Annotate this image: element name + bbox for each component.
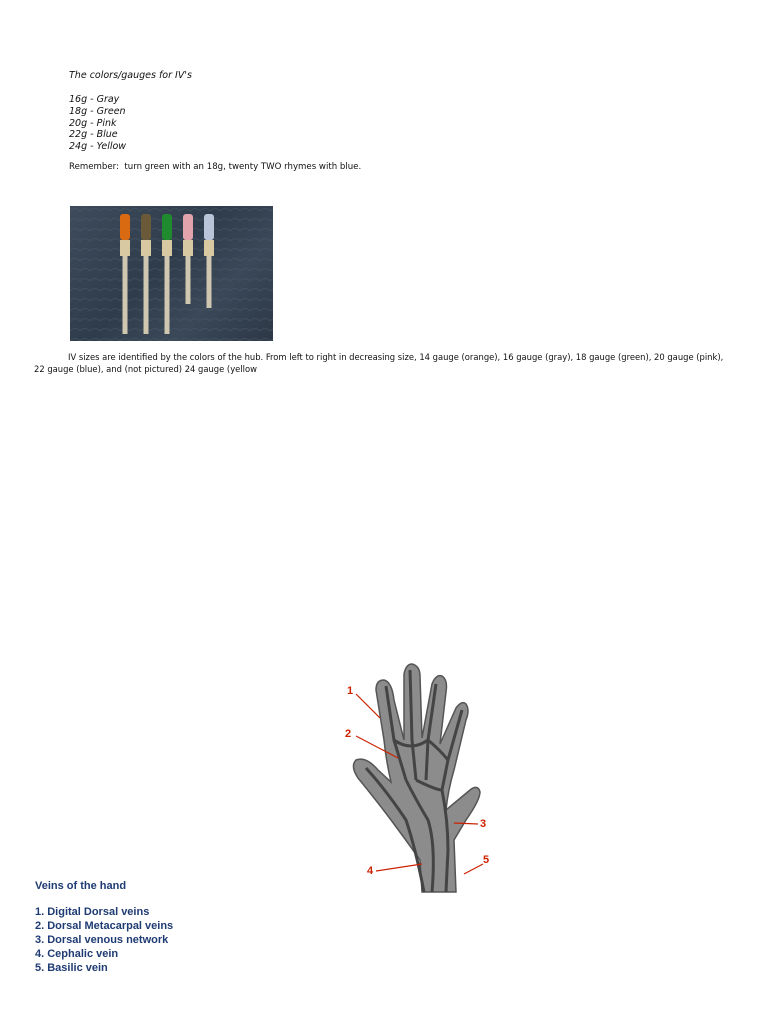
gauge-item: 16g - Gray xyxy=(69,94,120,105)
iv-caption xyxy=(34,351,734,375)
gauge-list xyxy=(69,94,126,153)
gauge-heading: The colors/gauges for IV's xyxy=(69,70,192,81)
hand-label-3: 3 xyxy=(480,818,487,830)
veins-item: 2. Dorsal Metacarpal veins xyxy=(35,920,174,932)
veins-item: 4. Cephalic vein xyxy=(35,948,119,960)
hand-label-1: 1 xyxy=(347,685,354,697)
hand-label-4: 4 xyxy=(367,865,374,877)
iv-caption-text: IV sizes are identified by the colors of the hub. From left to right in decreasing size, 14 gauge (orange), 16 gauge (gray), 18 gauge (green), 20 gauge (pink), 22 gauge (blue), and (not pictured) 24 gauge (yellow xyxy=(34,352,724,374)
veins-item: 3. Dorsal venous network xyxy=(35,934,169,946)
remember-note: Remember: turn green with an 18g, twenty TWO rhymes with blue. xyxy=(69,162,362,172)
veins-legend xyxy=(35,879,173,975)
veins-title: Veins of the hand xyxy=(35,880,127,892)
gauge-item: 24g - Yellow xyxy=(69,141,127,153)
hand-label-5: 5 xyxy=(483,854,490,866)
gauge-item: 18g - Green xyxy=(69,105,126,117)
hand-label-2: 2 xyxy=(345,728,352,740)
iv-catheter-photo xyxy=(70,206,273,341)
gauge-item: 20g - Pink xyxy=(69,117,117,129)
gauge-item: 22g - Blue xyxy=(69,129,118,141)
veins-item: 1. Digital Dorsal veins xyxy=(35,906,150,918)
hand-vein-diagram xyxy=(336,660,506,899)
veins-item: 5. Basilic vein xyxy=(35,962,108,974)
